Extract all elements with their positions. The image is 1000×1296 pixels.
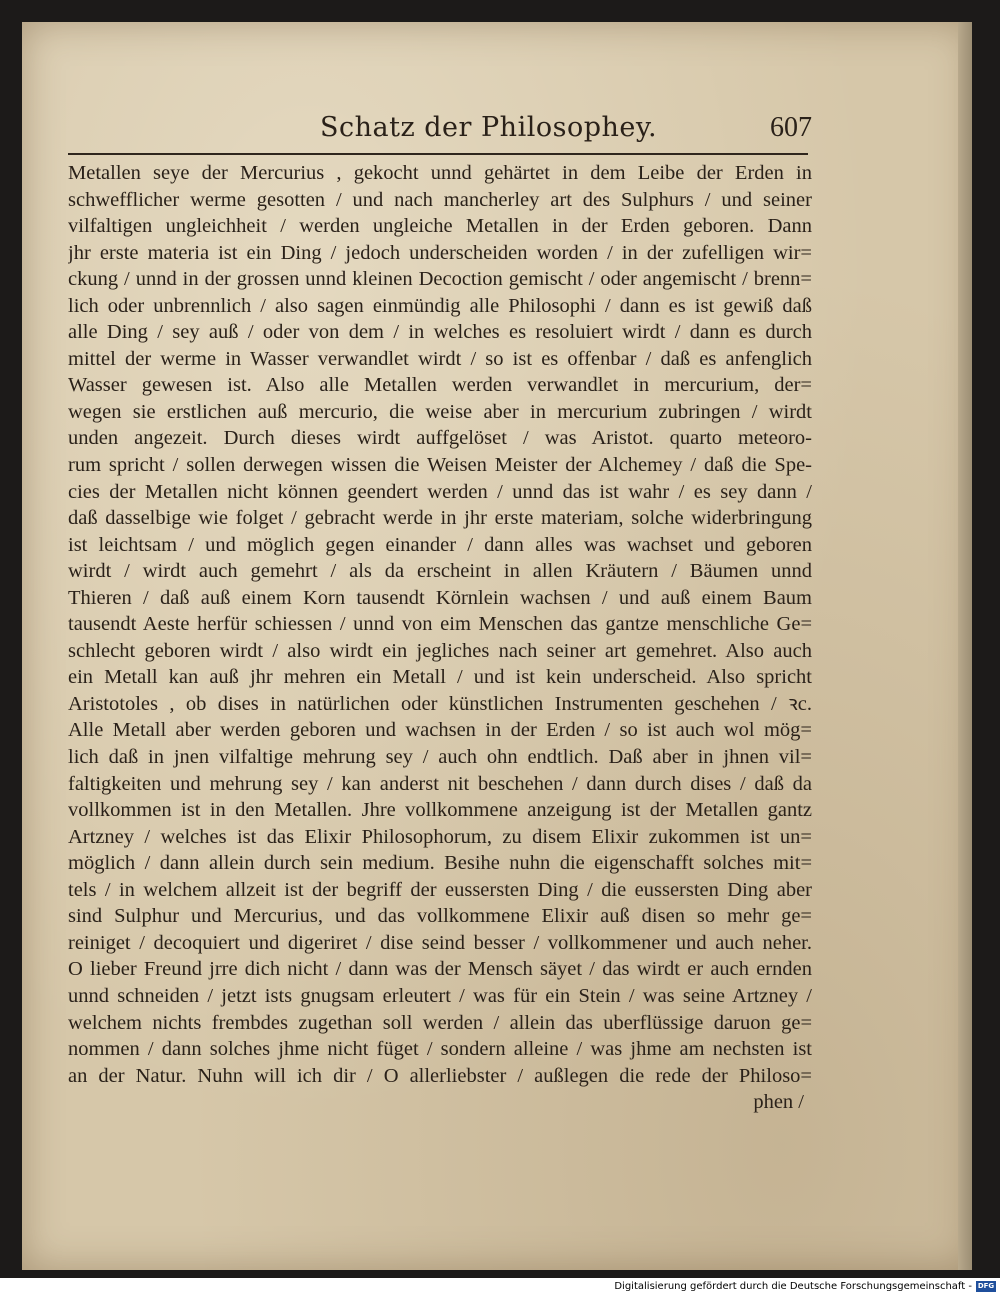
text-line: unden angezeit. Durch dieses wirdt auffgelöset / was Aristot. quarto meteoro- [68, 427, 812, 450]
text-line: ckung / unnd in der grossen unnd kleinen Decoction gemischt / oder angemischt / brenn= [68, 268, 812, 291]
funding-credit: Digitalisierung gefördert durch die Deutsche Forschungsgemeinschaft - [614, 1281, 972, 1292]
text-line: an der Natur. Nuhn will ich dir / O allerliebster / außlegen die rede der Philoso= [68, 1064, 812, 1087]
text-line: vilfaltigen ungleichheit / werden ungleiche Metallen in der Erden geboren. Dann [68, 215, 812, 238]
text-line: Metallen seye der Mercurius , gekocht unnd gehärtet in dem Leibe der Erden in [68, 162, 812, 184]
text-line: alle Ding / sey auß / oder von dem / in welches es resoluiert wirdt / dann es durch [68, 321, 812, 344]
text-line: lich oder unbrennlich / also sagen einmündig alle Philosophi / dann es ist gewiß daß [68, 294, 812, 317]
text-line: möglich / dann allein durch sein medium. Besihe nuhn die eigenschafft solches mit= [68, 852, 812, 875]
text-line: lich daß in jnen vilfaltige mehrung sey / auch ohn endtlich. Daß aber in jhnen vil= [68, 746, 812, 769]
text-line: faltigkeiten und mehrung sey / kan anderst nit beschehen / dann durch dises / daß da [68, 772, 812, 795]
text-line: Alle Metall aber werden geboren und wachsen in der Erden / so ist auch wol mög= [68, 719, 812, 742]
text-line: vollkommen ist in den Metallen. Jhre vollkommene anzeigung ist der Metallen gantz [68, 799, 812, 822]
text-line: reiniget / decoquiert und digeriret / dise seind besser / vollkommener und auch neher. [68, 931, 812, 954]
text-line: schlecht geboren wirdt / also wirdt ein jegliches nach seiner art gemehret. Also auch [68, 639, 812, 662]
text-line: rum spricht / sollen derwegen wissen die Weisen Meister der Alchemey / daß die Spe- [68, 454, 812, 477]
page-number: 607 [770, 112, 812, 143]
text-line: ein Metall kan auß jhr mehren ein Metall / und ist kein underscheid. Also spricht [68, 666, 812, 689]
text-line: jhr erste materia ist ein Ding / jedoch underscheiden worden / in der zufelligen wir= [68, 241, 812, 264]
text-line: tausendt Aeste herfür schiessen / unnd von eim Menschen das gantze menschliche Ge= [68, 613, 812, 636]
text-line: Thieren / daß auß einem Korn tausendt Körnlein wachsen / und auß einem Baum [68, 586, 812, 609]
text-line: wirdt / wirdt auch gemehrt / als da erscheint in allen Kräutern / Bäumen unnd [68, 560, 812, 583]
page-header [320, 112, 820, 152]
page-edge [958, 22, 972, 1270]
text-line: Wasser gewesen ist. Also alle Metallen werden verwandlet in mercurium, der= [68, 374, 812, 397]
text-line: wegen sie erstlichen auß mercurio, die weise aber in mercurium zubringen / wirdt [68, 400, 812, 423]
text-line: phen / [753, 1091, 804, 1114]
text-line: mittel der werme in Wasser verwandlet wirdt / so ist es offenbar / daß es anfenglich [68, 347, 812, 370]
text-line: O lieber Freund jrre dich nicht / dann was der Mensch säyet / das wirdt er auch ernden [68, 958, 812, 981]
header-rule [68, 153, 808, 155]
text-line: Artzney / welches ist das Elixir Philosophorum, zu disem Elixir zukommen ist un= [68, 825, 812, 848]
text-line: daß dasselbige wie folget / gebracht werde in jhr erste materiam, solche widerbringung [68, 507, 812, 530]
text-line: welchem nichts frembdes zugethan soll werden / allein das uberflüssige daruon ge= [68, 1011, 812, 1034]
text-line: schwefflicher werme gesotten / und nach mancherley art des Sulphurs / und seiner [68, 188, 812, 211]
text-line: Aristotoles , ob dises in natürlichen oder künstlichen Instrumenten geschehen / ꝛc. [68, 692, 812, 715]
body-text [68, 160, 812, 1116]
text-line: cies der Metallen nicht können geendert werden / unnd das ist wahr / es sey dann / [68, 480, 812, 503]
text-line: nommen / dann solches jhme nicht füget / sondern alleine / was jhme am nechsten ist [68, 1038, 812, 1061]
running-title: Schatz der Philosophey. [320, 112, 658, 143]
text-line: unnd schneiden / jetzt ists gnugsam erleutert / was für ein Stein / was seine Artzney / [68, 984, 812, 1007]
text-line: sind Sulphur und Mercurius, und das vollkommene Elixir auß disen so mehr ge= [68, 905, 812, 928]
text-line: tels / in welchem allzeit ist der begriff der eussersten Ding / die eussersten Ding aber [68, 878, 812, 901]
dfg-logo: DFG [977, 1282, 995, 1290]
text-line: ist leichtsam / und möglich gegen einander / dann alles was wachset und geboren [68, 533, 812, 556]
